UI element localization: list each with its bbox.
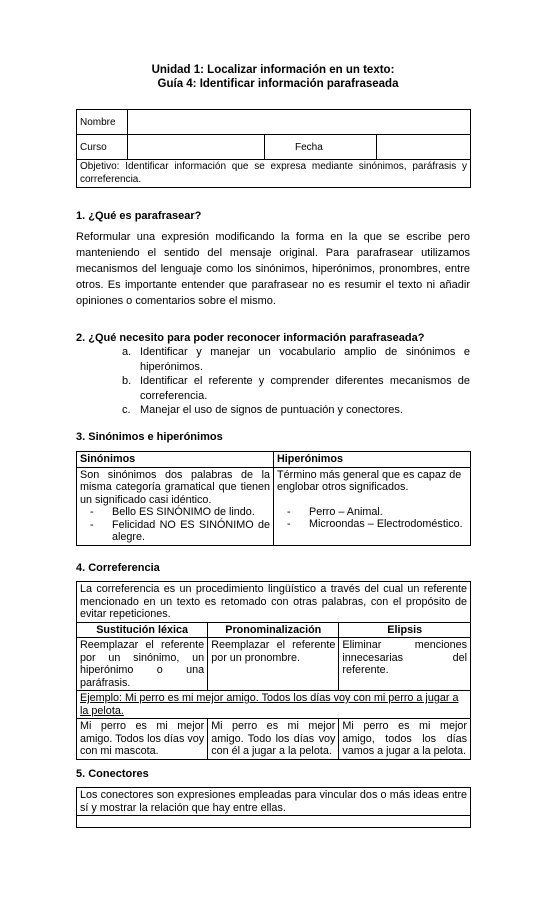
- list-item: - Microondas – Electrodoméstico.: [309, 518, 467, 531]
- sinonimos-cell: [77, 467, 274, 545]
- definition-pronominalizacion: Reemplazar el referente por un pronombre.: [208, 638, 339, 691]
- conectores-table: [76, 787, 471, 828]
- correferencia-table: [76, 581, 471, 760]
- correferencia-intro: La correferencia es un procedimiento lingüístico a través del cual un referente mencionado en un texto es retomado con otras palabras, con el propósito de evitar repeticiones.: [77, 582, 471, 623]
- hiperonimos-examples: [277, 506, 467, 531]
- fecha-field[interactable]: [377, 135, 471, 160]
- section2-heading: 2. ¿Qué necesito para poder reconocer información parafraseada?: [76, 332, 425, 344]
- list-item-text: Manejar el uso de signos de puntuación y conectores.: [140, 404, 403, 416]
- fecha-label: Fecha: [265, 135, 377, 160]
- header-sustitucion: Sustitución léxica: [77, 622, 208, 638]
- list-marker: a.: [122, 346, 132, 358]
- nombre-field[interactable]: [128, 110, 471, 135]
- list-item: - Felicidad NO ES SINÓNIMO de alegre.: [112, 519, 270, 544]
- page-title: Unidad 1: Localizar información en un texto:: [151, 64, 395, 76]
- list-item: [122, 374, 470, 403]
- section1-body: Reformular una expresión modificando la forma en la que se escribe pero manteniendo el sentido del mensaje original. Para parafrasear utilizamos mecanismos del lenguaje como los sinónimos, hiperónimos, pronombres, entre otros. Es importante entender que parafrasear no es resumir el texto ni añadir opiniones o comentarios sobre el mismo.: [76, 231, 470, 307]
- conectores-definition: Los conectores son expresiones empleadas para vincular dos o más ideas entre sí y mostrar la relación que hay entre ellas.: [77, 788, 471, 816]
- page-subtitle: Guía 4: Identificar información parafraseada: [157, 78, 399, 90]
- hiperonimos-cell: [274, 467, 471, 545]
- list-item-text: Identificar y manejar un vocabulario amplio de sinónimos e hiperónimos.: [140, 346, 470, 373]
- sinonimos-header: Sinónimos: [77, 452, 274, 468]
- objetivo-text: Objetivo: Identificar información que se expresa mediante sinónimos, paráfrasis y correferencia.: [77, 160, 471, 188]
- section4-heading: 4. Correferencia: [76, 562, 160, 574]
- section2-list: [122, 345, 470, 418]
- list-marker: b.: [122, 375, 132, 387]
- definition-sustitucion: Reemplazar el referente por un sinónimo, un hiperónimo o una paráfrasis.: [77, 638, 208, 691]
- nombre-label: Nombre: [77, 110, 128, 135]
- section1-heading: 1. ¿Qué es parafrasear?: [76, 210, 202, 222]
- example-sustitucion: Mi perro es mi mejor amigo. Todos los días voy con mi mascota.: [77, 719, 208, 760]
- section5-heading: 5. Conectores: [76, 768, 149, 780]
- curso-label: Curso: [77, 135, 128, 160]
- curso-field[interactable]: [128, 135, 265, 160]
- example-sentence: Ejemplo: Mi perro es mi mejor amigo. Todos los días voy con mi perro a jugar a la pelota.: [77, 691, 471, 719]
- list-marker: c.: [122, 404, 131, 416]
- definition-elipsis: Eliminar menciones innecesarias del referente.: [339, 638, 471, 691]
- list-item-text: Identificar el referente y comprender diferentes mecanismos de correferencia.: [140, 375, 470, 402]
- sinonimos-examples: [80, 506, 270, 544]
- list-item: - Bello ES SINÓNIMO de lindo.: [112, 506, 270, 519]
- header-elipsis: Elipsis: [339, 622, 471, 638]
- example-pronominalizacion: Mi perro es mi mejor amigo. Todo los días voy con él a jugar a la pelota.: [208, 719, 339, 760]
- list-item: [122, 345, 470, 374]
- conectores-empty-row: [77, 816, 471, 828]
- synonyms-table: [76, 451, 471, 546]
- example-elipsis: Mi perro es mi mejor amigo, todos los días vamos a jugar a la pelota.: [339, 719, 471, 760]
- list-item: [122, 403, 470, 418]
- section3-heading: 3. Sinónimos e hiperónimos: [76, 431, 223, 443]
- hiperonimos-header: Hiperónimos: [274, 452, 471, 468]
- sinonimos-definition: Son sinónimos dos palabras de la misma categoría gramatical que tienen un significado casi idéntico.: [80, 468, 270, 506]
- hiperonimos-definition: Término más general que es capaz de englobar otros significados.: [277, 468, 462, 493]
- header-pronominalizacion: Pronominalización: [208, 622, 339, 638]
- list-item: - Perro – Animal.: [309, 506, 467, 519]
- student-info-table: [76, 109, 471, 188]
